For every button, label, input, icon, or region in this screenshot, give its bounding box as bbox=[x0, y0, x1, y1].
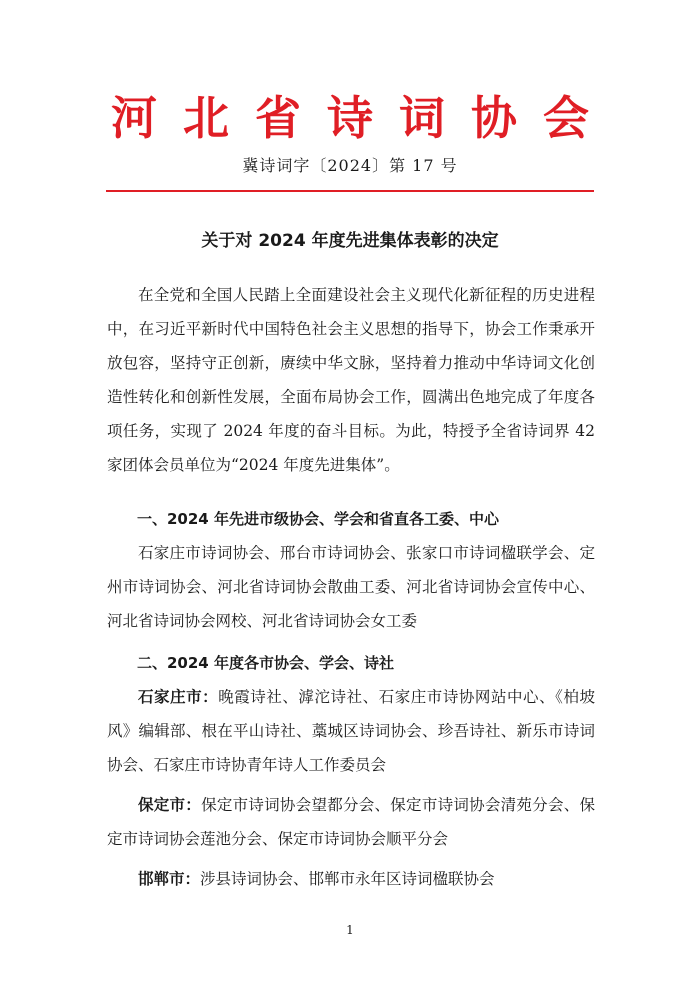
city-entry-shijiazhuang bbox=[107, 680, 595, 782]
document-body bbox=[107, 278, 595, 896]
city-name: 保定市： bbox=[138, 796, 202, 814]
city-units: 晚霞诗社、滹沱诗社、石家庄市诗协网站中心、《柏坡风》编辑部、根在平山诗社、藁城区诗词协会、珍吾诗社、新乐市诗词协会、石家庄市诗协青年诗人工作委员会 bbox=[107, 688, 595, 774]
city-entry-baoding bbox=[107, 788, 595, 856]
section-1-list: 石家庄市诗词协会、邢台市诗词协会、张家口市诗词楹联学会、定州市诗词协会、河北省诗词协会散曲工委、河北省诗词协会宣传中心、河北省诗词协会网校、河北省诗词协会女工委 bbox=[107, 544, 595, 630]
city-entry-handan bbox=[107, 862, 595, 896]
city-units: 涉县诗词协会、邯郸市永年区诗词楹联协会 bbox=[200, 870, 495, 888]
intro-paragraph: 在全党和全国人民踏上全面建设社会主义现代化新征程的历史进程中，在习近平新时代中国特色社会主义思想的指导下，协会工作秉承开放包容，坚持守正创新，赓续中华文脉，坚持着力推动中华诗词文化创造性转化和创新性发展，全面布局协会工作，圆满出色地完成了年度各项任务，实现了 2024 年度的奋斗目标。为此，特授予全省诗词界 42 家团体会员单位为“2024 年度先进集体”。 bbox=[107, 286, 595, 474]
page-number: 1 bbox=[346, 923, 354, 937]
document-title: 关于对 2024 年度先进集体表彰的决定 bbox=[201, 231, 499, 251]
red-divider-rule bbox=[106, 190, 594, 192]
organization-title: 河北省诗词协会 bbox=[111, 91, 615, 145]
city-units: 保定市诗词协会望都分会、保定市诗词协会清苑分会、保定市诗词协会莲池分会、保定市诗词协会顺平分会 bbox=[107, 796, 595, 848]
section-1-heading: 一、2024 年先进市级协会、学会和省直各工委、中心 bbox=[137, 510, 499, 528]
section-2-heading: 二、2024 年度各市协会、学会、诗社 bbox=[137, 654, 394, 672]
city-name: 石家庄市： bbox=[138, 688, 219, 706]
document-number: 冀诗词字〔2024〕第 17 号 bbox=[242, 156, 458, 175]
city-name: 邯郸市： bbox=[138, 870, 201, 888]
